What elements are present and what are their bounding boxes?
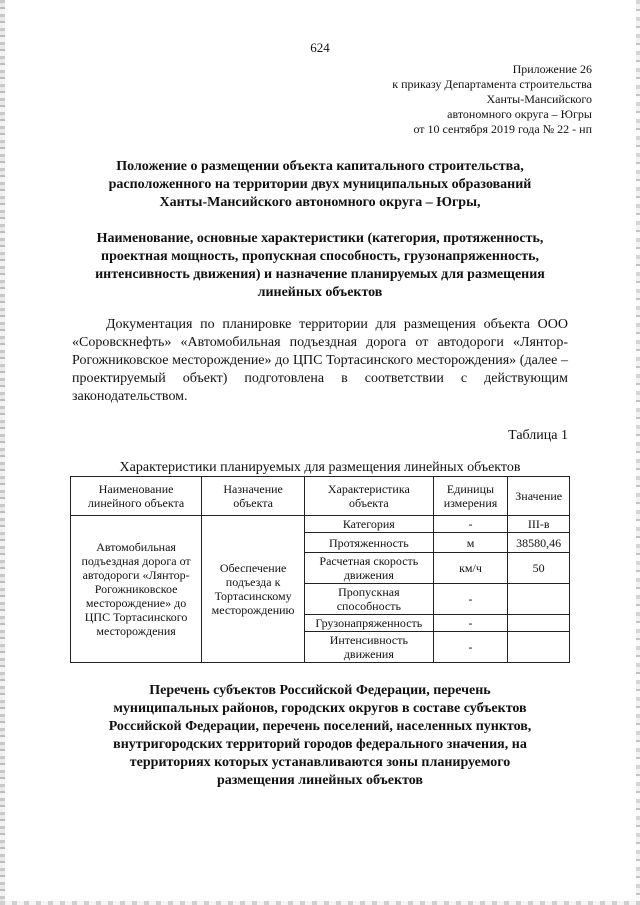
scan-edge-left [0, 0, 5, 905]
appendix-note [332, 62, 592, 137]
cell-value [508, 615, 570, 632]
cell-unit: - [433, 615, 508, 632]
title-line: Ханты-Мансийского автономного округа – Югры, [159, 195, 481, 210]
header-value: Значение [508, 477, 570, 516]
scan-edge-right [636, 0, 640, 905]
cell-object-purpose: Обеспечение подъезда к Тортасинскому месторождению [202, 516, 305, 663]
cell-value: 38580,46 [508, 533, 570, 553]
appendix-line: Ханты-Мансийского [486, 92, 592, 106]
cell-value [508, 632, 570, 663]
header-name: Наименование линейного объекта [71, 477, 202, 516]
cell-characteristic: Расчетная скорость движения [305, 553, 434, 584]
subtitle-line: линейных объектов [257, 285, 383, 300]
table-header-row [71, 477, 570, 516]
appendix-line: Приложение 26 [512, 62, 592, 76]
scan-edge-bottom [0, 901, 640, 905]
title-line: расположенного на территории двух муниципальных образований [108, 177, 532, 192]
characteristics-table [70, 476, 570, 663]
appendix-line: к приказу Департамента строительства [392, 77, 592, 91]
list-heading-line: муниципальных районов, городских округов в составе субъектов [113, 701, 527, 716]
cell-unit: - [433, 584, 508, 615]
header-unit: Единицы измерения [433, 477, 508, 516]
list-heading [70, 682, 570, 790]
title-line: Положение о размещении объекта капитального строительства, [116, 159, 524, 174]
document-title [60, 158, 580, 212]
list-heading-line: территориях которых устанавливаются зоны планируемого [129, 755, 511, 770]
list-heading-line: размещения линейных объектов [217, 773, 423, 788]
list-heading-line: внутригородских территорий городов федерального значения, на [113, 737, 527, 752]
section-heading [60, 230, 580, 302]
cell-object-name: Автомобильная подъездная дорога от автодороги «Лянтор-Рогожниковское месторождение» до ЦПС Тортасинского месторождения [71, 516, 202, 663]
cell-unit: км/ч [433, 553, 508, 584]
cell-value: III-в [508, 516, 570, 533]
subtitle-line: Наименование, основные характеристики (категория, протяженность, [96, 231, 544, 246]
table-row [71, 516, 570, 533]
list-heading-line: Перечень субъектов Российской Федерации, перечень [149, 683, 491, 698]
cell-unit: - [433, 516, 508, 533]
subtitle-line: проектная мощность, пропускная способность, грузонапряженность, [101, 249, 539, 264]
cell-characteristic: Протяженность [305, 533, 434, 553]
cell-value [508, 584, 570, 615]
subtitle-line: интенсивность движения) и назначение планируемых для размещения [95, 267, 545, 282]
cell-unit: - [433, 632, 508, 663]
cell-characteristic: Грузонапряженность [305, 615, 434, 632]
list-heading-line: Российской Федерации, перечень поселений, населенных пунктов, [108, 719, 532, 734]
header-characteristic: Характеристика объекта [305, 477, 434, 516]
table-caption: Характеристики планируемых для размещения линейных объектов [119, 460, 521, 475]
table-label: Таблица 1 [508, 428, 568, 443]
cell-unit: м [433, 533, 508, 553]
appendix-line: автономного округа – Югры [447, 107, 592, 121]
intro-paragraph: Документация по планировке территории для размещения объекта ООО «Соровскнефть» «Автомобильная подъездная дорога от автодороги «Лянтор-Рогожниковское месторождение» до ЦПС Тортасинского месторождения» (далее – проектируемый объект) подготовлена в соответствии с действующим законодательством. [72, 317, 568, 404]
header-purpose: Назначение объекта [202, 477, 305, 516]
cell-characteristic: Интенсивность движения [305, 632, 434, 663]
page-number: 624 [310, 40, 330, 55]
cell-characteristic: Пропускная способность [305, 584, 434, 615]
cell-characteristic: Категория [305, 516, 434, 533]
appendix-line: от 10 сентября 2019 года № 22 - нп [413, 122, 592, 136]
cell-value: 50 [508, 553, 570, 584]
